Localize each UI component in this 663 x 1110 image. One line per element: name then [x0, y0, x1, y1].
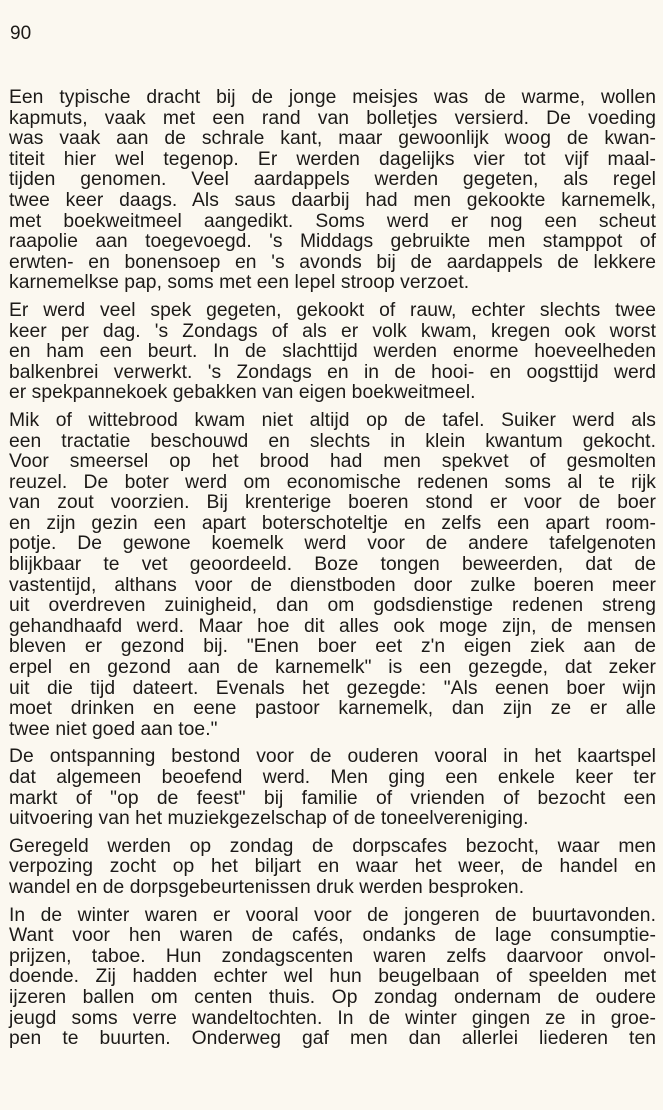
text-line: In de winter waren er vooral voor de jongeren de buurtavonden. [9, 904, 656, 926]
text-line: tijden genomen. Veel aardappels werden gegeten, als regel [9, 169, 656, 191]
text-line: raapolie aan toegevoegd. 's Middags gebruikte men stamppot of [9, 231, 656, 253]
text-line: wandel en de dorpsgebeurtenissen druk werden besproken. [9, 876, 525, 898]
body-text [9, 88, 656, 1057]
text-line: Er werd veel spek gegeten, gekookt of rauw, echter slechts twee [9, 299, 656, 321]
paragraph [9, 906, 656, 1050]
text-line: gehandhaafd werd. Maar hoe dit alles ook moge zijn, de mensen [9, 615, 656, 637]
text-line: en zijn gezin een apart boterschoteltje en zelfs een apart room- [9, 512, 656, 534]
text-line: Een typische dracht bij de jonge meisjes was de warme, wollen [9, 87, 656, 108]
text-line: De ontspanning bestond voor de ouderen vooral in het kaartspel [9, 746, 656, 768]
text-line: Want voor hen waren de cafés, ondanks de lage consumptie- [9, 925, 656, 947]
text-line: doende. Zij hadden echter wel hun beugelbaan of speelden met [9, 966, 656, 988]
text-line: potje. De gewone koemelk werd voor de andere tafelgenoten [9, 533, 656, 555]
text-line: met boekweitmeel aangedikt. Soms werd er nog een scheut [9, 210, 656, 232]
text-line: was vaak aan de schrale kant, maar gewoonlijk woog de kwan- [9, 128, 656, 150]
text-line: jeugd soms verre wandeltochten. In de winter gingen ze in groe- [9, 1007, 656, 1029]
text-line: balkenbrei verwerkt. 's Zondags en in de hooi- en oogsttijd werd [9, 361, 656, 383]
text-line: Geregeld werden op zondag de dorpscafes bezocht, waar men [9, 835, 656, 857]
text-line: uitvoering van het muziekgezelschap of de toneelvereniging. [9, 808, 529, 830]
paragraph [9, 411, 656, 741]
paragraph [9, 88, 656, 294]
text-line: Voor smeersel op het brood had men spekvet of gesmolten [9, 451, 656, 473]
text-line: markt of "op de feest" bij familie of vrienden of bezocht een [9, 787, 656, 809]
text-line: erwten- en bonensoep en 's avonds bij de aardappels de lekkere [9, 251, 656, 273]
text-line: karnemelkse pap, soms met een lepel stroop verzoet. [9, 272, 470, 294]
text-line: dat algemeen beoefend werd. Men ging een enkele keer ter [9, 767, 656, 788]
text-line: uit die tijd dateert. Evenals het gezegde: "Als eenen boer wijn [9, 677, 656, 699]
text-line: twee keer daags. Als saus daarbij had men gekookte karnemelk, [9, 189, 656, 211]
page-number: 90 [10, 23, 32, 44]
paragraph [9, 837, 656, 899]
text-line: erpel en gezond aan de karnemelk" is een gezegde, dat zeker [9, 657, 656, 679]
text-line: een tractatie beschouwd en slechts in klein kwantum gekocht. [9, 430, 656, 452]
text-line: titeit hier wel tegenop. Er werden dagelijks vier tot vijf maal- [9, 148, 656, 170]
paragraph [9, 301, 656, 404]
text-line: vastentijd, althans voor de dienstboden door zulke boeren meer [9, 574, 656, 596]
text-line: blijkbaar te vet geoordeeld. Boze tongen beweerden, dat de [9, 554, 656, 576]
text-line: er spekpannekoek gebakken van eigen boekweitmeel. [9, 382, 476, 404]
text-line: Mik of wittebrood kwam niet altijd op de tafel. Suiker werd als [9, 409, 656, 431]
text-line: ijzeren ballen om centen thuis. Op zondag ondernam de oudere [9, 986, 656, 1008]
text-line: keer per dag. 's Zondags of als er volk kwam, kregen ook worst [9, 320, 656, 342]
text-line: kapmuts, vaak met een rand van bolletjes versierd. De voeding [9, 107, 656, 129]
text-line: pen te buurten. Onderweg gaf men dan allerlei liederen ten [9, 1028, 656, 1050]
paragraph [9, 747, 656, 829]
text-line: moet drinken en eene pastoor karnemelk, dan zijn ze er alle [9, 698, 656, 720]
text-line: reuzel. De boter werd om economische redenen soms al te rijk [9, 471, 656, 493]
text-line: twee niet goed aan toe." [9, 718, 218, 740]
text-line: van zout voorzien. Bij krenterige boeren stond er voor de boer [9, 492, 656, 514]
text-line: prijzen, taboe. Hun zondagscenten waren zelfs daarvoor onvol- [9, 945, 656, 967]
text-line: bleven er gezond bij. "Enen boer eet z'n eigen ziek aan de [9, 636, 656, 658]
text-line: uit overdreven zuinigheid, dan om godsdienstige redenen streng [9, 595, 656, 617]
text-line: verpozing zocht op het biljart en waar het weer, de handel en [9, 856, 656, 878]
text-line: en ham een beurt. In de slachttijd werden enorme hoeveelheden [9, 341, 656, 363]
